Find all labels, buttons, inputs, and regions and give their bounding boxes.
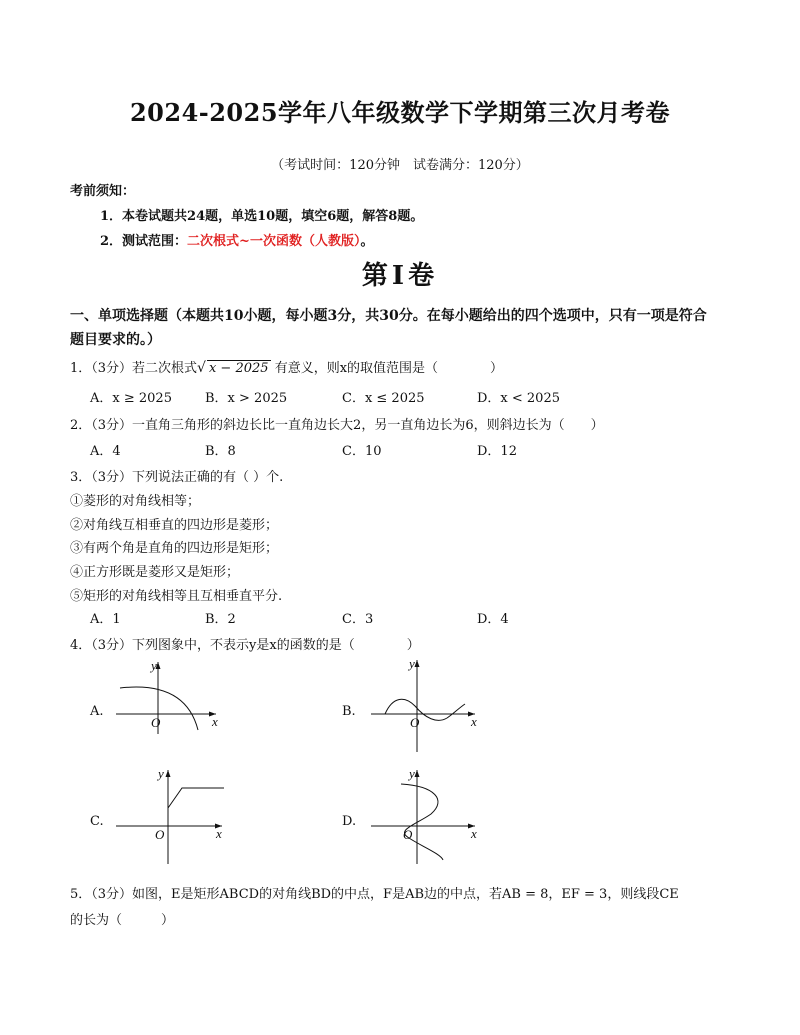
- question-3: 3．（3分）下列说法正确的有（ ）个.: [70, 470, 284, 485]
- q4-b-origin: O: [410, 715, 420, 730]
- page-title: 2024-2025学年八年级数学下学期第三次月考卷: [129, 98, 671, 127]
- q4-graph-b: [365, 656, 485, 756]
- q4-b-x-label: x: [471, 714, 477, 729]
- q4-d-y-label: y: [409, 766, 415, 781]
- q4-a-x-label: x: [212, 714, 218, 729]
- question-4: 4．（3分）下列图象中，不表示y是x的函数的是（ ）: [70, 638, 420, 653]
- q4-b-y-label: y: [409, 656, 415, 671]
- q2-option-a[interactable]: A．4: [90, 444, 121, 459]
- q1-option-c[interactable]: C．x ≤ 2025: [342, 391, 425, 406]
- q2-option-b[interactable]: B．8: [205, 444, 236, 459]
- note-item-2-prefix: 2．测试范围：: [100, 234, 188, 249]
- question-1-radicand: x − 2025: [208, 361, 269, 376]
- q4-option-c-label[interactable]: C.: [90, 814, 104, 829]
- q3-statement-4: ④正方形既是菱形又是矩形；: [70, 565, 240, 580]
- exam-info: （考试时间：120分钟 试卷满分：120分）: [271, 158, 529, 173]
- q4-graph-d: [365, 766, 485, 866]
- section-heading-line1: 一、单项选择题（本题共10小题，每小题3分，共30分。在每小题给出的四个选项中，只有一项是符合: [70, 308, 707, 324]
- q1-option-d[interactable]: D．x < 2025: [477, 391, 560, 406]
- q1-option-a[interactable]: A．x ≥ 2025: [90, 391, 172, 406]
- note-item-2: [100, 230, 373, 249]
- q4-graph-c: [110, 766, 230, 866]
- q4-d-origin: O: [403, 827, 413, 842]
- question-5-line1: 5．（3分）如图，E是矩形ABCD的对角线BD的中点，F是AB边的中点，若AB = 8，EF = 3，则线段CE: [70, 887, 679, 902]
- q2-option-c[interactable]: C．10: [342, 444, 382, 459]
- q3-statement-5: ⑤矩形的对角线相等且互相垂直平分.: [70, 589, 283, 604]
- question-1-prefix: 1．（3分）若二次根式: [70, 361, 198, 376]
- volume-title: 第Ⅰ卷: [361, 261, 439, 291]
- q4-c-origin: O: [155, 827, 165, 842]
- question-5-line2: 的长为（ ）: [70, 913, 175, 928]
- q4-a-y-label: y: [151, 658, 157, 673]
- question-1-suffix: 有意义，则x的取值范围是（ ）: [274, 361, 504, 376]
- question-1: 1．（3分）若二次根式√ x − 2025 有意义，则x的取值范围是（ ）: [70, 360, 504, 376]
- q4-graph-a: [110, 656, 225, 736]
- notes-heading: 考前须知：: [70, 184, 136, 199]
- q2-option-d[interactable]: D．12: [477, 444, 517, 459]
- q3-statement-1: ①菱形的对角线相等；: [70, 494, 201, 509]
- q3-statement-3: ③有两个角是直角的四边形是矩形；: [70, 541, 279, 556]
- q3-option-b[interactable]: B．2: [205, 612, 236, 627]
- note-item-1: 1．本卷试题共24题，单选10题，填空6题，解答8题。: [100, 209, 424, 224]
- q4-d-x-label: x: [471, 826, 477, 841]
- q4-option-a-label[interactable]: A.: [90, 704, 104, 719]
- test-scope: 二次根式~一次函数（人教版）: [187, 234, 361, 249]
- q4-c-x-label: x: [216, 826, 222, 841]
- q3-option-d[interactable]: D．4: [477, 612, 509, 627]
- q4-option-d-label[interactable]: D.: [342, 814, 357, 829]
- q4-c-y-label: y: [158, 766, 164, 781]
- q4-option-b-label[interactable]: B.: [342, 704, 356, 719]
- section-heading-line2: 题目要求的。）: [70, 332, 161, 348]
- q3-statement-2: ②对角线互相垂直的四边形是菱形；: [70, 518, 279, 533]
- question-2: 2．（3分）一直角三角形的斜边长比一直角边长大2，另一直角边长为6，则斜边长为（ ）: [70, 418, 604, 433]
- q3-option-a[interactable]: A．1: [90, 612, 121, 627]
- q4-a-origin: O: [151, 715, 161, 730]
- q1-option-b[interactable]: B．x > 2025: [205, 391, 288, 406]
- q3-option-c[interactable]: C．3: [342, 612, 374, 627]
- note-item-2-suffix: 。: [360, 234, 374, 249]
